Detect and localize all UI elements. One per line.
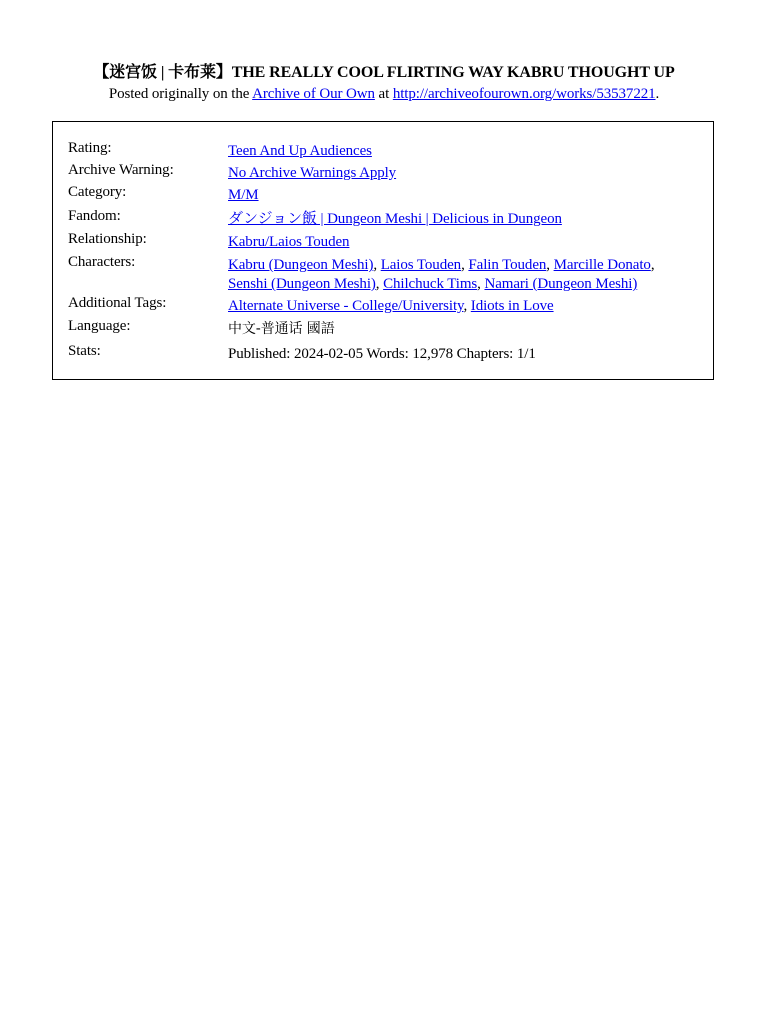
character-link[interactable]: Marcille Donato [553, 257, 651, 273]
rating-link[interactable]: Teen And Up Audiences [228, 143, 372, 159]
character-link[interactable]: Namari (Dungeon Meshi) [484, 276, 638, 292]
language-label: Language: [68, 318, 131, 334]
posted-suffix: . [655, 86, 660, 102]
stats-value: Published: 2024-02-05 Words: 12,978 Chapters: 1/1 [228, 346, 536, 362]
work-title: 【迷宫饭 | 卡布莱】THE REALLY COOL FLIRTING WAY KABRU THOUGHT UP [93, 64, 675, 81]
character-link[interactable]: Senshi (Dungeon Meshi) [228, 276, 376, 292]
characters-list: Kabru (Dungeon Meshi), Laios Touden, Falin Touden, Marcille Donato, Senshi (Dungeon Meshi), Chilchuck Tims, Namari (Dungeon Meshi) [228, 257, 655, 292]
character-link[interactable]: Laios Touden [380, 257, 462, 273]
tags-label: Additional Tags: [68, 295, 167, 311]
posted-line [0, 84, 768, 104]
warning-label: Archive Warning: [68, 162, 174, 178]
warning-link[interactable]: No Archive Warnings Apply [228, 165, 397, 181]
character-link[interactable]: Falin Touden [468, 257, 547, 273]
fandom-label: Fandom: [68, 208, 121, 224]
character-link[interactable]: Chilchuck Tims [383, 276, 478, 292]
characters-label: Characters: [68, 254, 136, 270]
archive-link[interactable]: Archive of Our Own [252, 86, 375, 102]
fandom-link[interactable]: ダンジョン飯 | Dungeon Meshi | Delicious in Dungeon [228, 211, 562, 227]
category-link[interactable]: M/M [228, 187, 259, 203]
stats-label: Stats: [68, 343, 101, 359]
document-header [0, 62, 768, 104]
tags-list: Alternate Universe - College/University, Idiots in Love [228, 298, 554, 314]
posted-middle: at [374, 86, 393, 102]
posted-prefix: Posted originally on the [108, 86, 253, 102]
relationship-link[interactable]: Kabru/Laios Touden [228, 234, 350, 250]
character-link[interactable]: Kabru (Dungeon Meshi) [228, 257, 374, 273]
tag-link[interactable]: Alternate Universe - College/University [228, 298, 464, 314]
relationship-label: Relationship: [68, 231, 147, 247]
language-value: 中文-普通话 國語 [228, 321, 335, 337]
work-metadata-box [52, 121, 714, 380]
category-label: Category: [68, 184, 127, 200]
work-url-link[interactable]: http://archiveofourown.org/works/53537221 [392, 86, 656, 102]
tag-link[interactable]: Idiots in Love [470, 298, 554, 314]
rating-label: Rating: [68, 140, 112, 156]
